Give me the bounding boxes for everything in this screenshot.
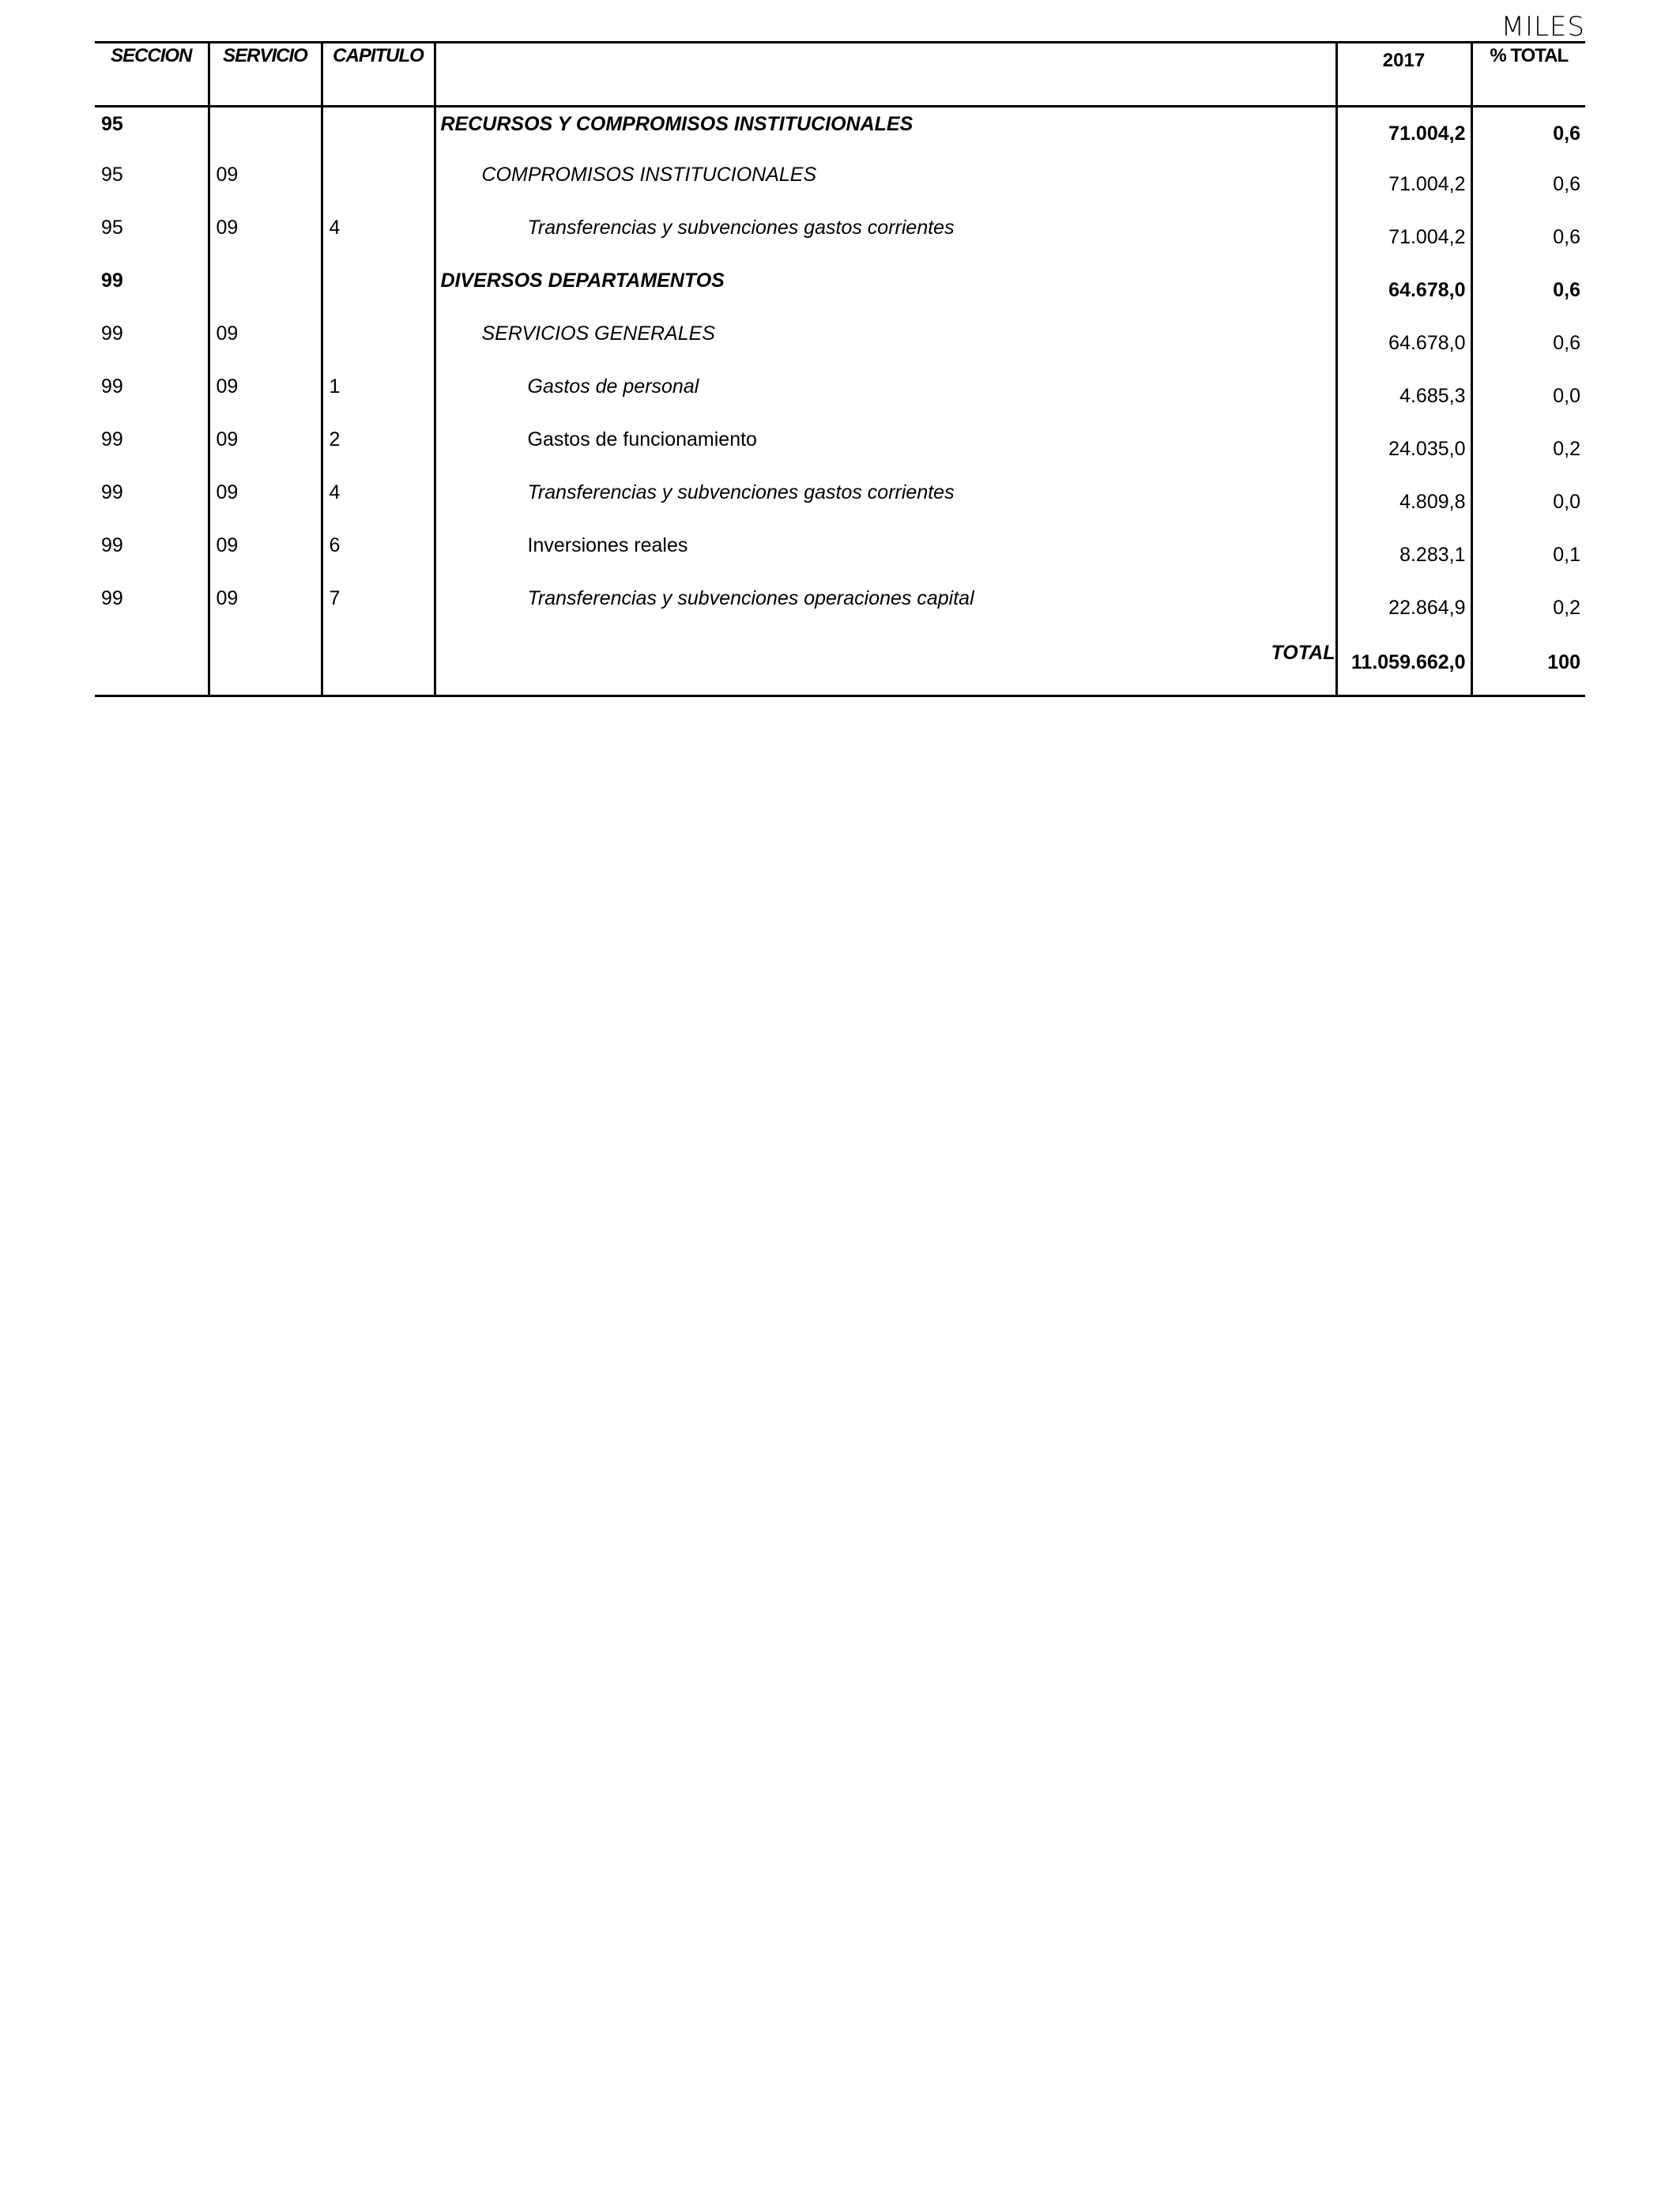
seccion-code: 95 [101,216,123,239]
header-pct-total: % TOTAL [1471,43,1585,107]
servicio-code: 09 [216,375,239,398]
row-amount: 71.004,2 [1388,172,1466,195]
cell-servicio [209,530,322,583]
cell-capitulo [322,213,435,266]
cell-capitulo [322,424,435,477]
cell-description [435,213,1336,266]
cell-total-label [435,636,1336,696]
cell-amount [1336,477,1471,530]
capitulo-code: 4 [329,481,341,503]
row-description: Transferencias y subvenciones gastos corrientes [527,216,955,239]
cell-amount [1336,266,1471,319]
row-amount: 4.809,8 [1399,490,1466,513]
cell-total-amount [1336,636,1471,696]
cell-description [435,319,1336,371]
capitulo-code: 6 [329,533,341,556]
table-row [95,266,1585,319]
cell-description [435,530,1336,583]
row-pct: 0,0 [1553,490,1580,513]
cell-capitulo [322,636,435,696]
row-amount: 71.004,2 [1388,123,1466,145]
cell-capitulo [322,107,435,160]
row-description: COMPROMISOS INSTITUCIONALES [481,163,817,186]
cell-capitulo [322,319,435,371]
cell-seccion [95,213,209,266]
cell-seccion [95,477,209,530]
row-description: Gastos de personal [527,375,699,398]
row-description: Transferencias y subvenciones operaciones capital [527,586,974,609]
cell-amount [1336,530,1471,583]
capitulo-code: 2 [329,428,341,450]
header-seccion: SECCION [95,43,209,107]
cell-seccion [95,371,209,424]
table-body [95,107,1585,696]
row-pct: 0,0 [1553,384,1580,407]
seccion-code: 99 [101,533,123,556]
cell-servicio [209,477,322,530]
cell-description [435,160,1336,213]
row-pct: 0,6 [1553,331,1580,354]
cell-amount [1336,160,1471,213]
row-amount: 8.283,1 [1399,543,1466,566]
capitulo-code: 4 [329,216,341,239]
cell-pct [1471,424,1585,477]
cell-amount [1336,424,1471,477]
capitulo-code: 7 [329,586,341,609]
cell-servicio [209,583,322,636]
seccion-code: 95 [101,113,123,135]
row-pct: 0,2 [1553,437,1580,460]
cell-servicio [209,371,322,424]
row-pct: 0,2 [1553,596,1580,619]
cell-servicio [209,424,322,477]
cell-capitulo [322,266,435,319]
cell-capitulo [322,371,435,424]
servicio-code: 09 [216,533,239,556]
budget-table [95,41,1585,697]
cell-description [435,371,1336,424]
cell-description [435,583,1336,636]
cell-amount [1336,107,1471,160]
table-row [95,319,1585,371]
row-pct: 0,6 [1553,172,1580,195]
cell-amount [1336,371,1471,424]
servicio-code: 09 [216,586,239,609]
servicio-code: 09 [216,481,239,503]
cell-seccion [95,107,209,160]
row-amount: 64.678,0 [1388,278,1466,301]
cell-seccion [95,424,209,477]
total-pct: 100 [1547,650,1580,673]
total-amount: 11.059.662,0 [1350,650,1466,673]
table-row [95,371,1585,424]
cell-pct [1471,477,1585,530]
cell-pct [1471,107,1585,160]
row-amount: 4.685,3 [1399,384,1466,407]
cell-description [435,424,1336,477]
cell-amount [1336,213,1471,266]
cell-amount [1336,583,1471,636]
seccion-code: 95 [101,163,123,186]
cell-servicio [209,107,322,160]
table-row [95,477,1585,530]
row-pct: 0,6 [1553,123,1580,145]
cell-servicio [209,266,322,319]
row-amount: 64.678,0 [1388,331,1466,354]
seccion-code: 99 [101,586,123,609]
seccion-code: 99 [101,269,123,292]
cell-description [435,477,1336,530]
capitulo-code: 1 [329,375,341,398]
header-capitulo: CAPITULO [322,43,435,107]
cell-pct [1471,583,1585,636]
header-servicio: SERVICIO [209,43,322,107]
unit-label: MILES [1501,11,1585,43]
cell-seccion [95,160,209,213]
row-description: SERVICIOS GENERALES [481,322,715,345]
cell-pct [1471,371,1585,424]
cell-capitulo [322,160,435,213]
row-pct: 0,6 [1553,225,1580,248]
cell-seccion [95,583,209,636]
seccion-code: 99 [101,322,123,345]
seccion-code: 99 [101,375,123,398]
cell-seccion [95,636,209,696]
servicio-code: 09 [216,428,239,450]
cell-pct [1471,266,1585,319]
cell-description [435,107,1336,160]
row-amount: 24.035,0 [1388,437,1466,460]
table-row [95,107,1585,160]
cell-capitulo [322,530,435,583]
table-row [95,583,1585,636]
cell-pct [1471,160,1585,213]
table-row [95,530,1585,583]
table-header-row [95,43,1585,107]
row-pct: 0,6 [1553,278,1580,301]
cell-servicio [209,213,322,266]
cell-pct [1471,530,1585,583]
table-row [95,160,1585,213]
total-row [95,636,1585,696]
table-row [95,424,1585,477]
servicio-code: 09 [216,163,239,186]
servicio-code: 09 [216,322,239,345]
cell-total-pct [1471,636,1585,696]
servicio-code: 09 [216,216,239,239]
cell-capitulo [322,477,435,530]
row-description: Inversiones reales [527,533,688,556]
cell-pct [1471,213,1585,266]
seccion-code: 99 [101,428,123,450]
table-row [95,213,1585,266]
cell-pct [1471,319,1585,371]
cell-capitulo [322,583,435,636]
cell-seccion [95,319,209,371]
cell-seccion [95,266,209,319]
cell-description [435,266,1336,319]
row-description: RECURSOS Y COMPROMISOS INSTITUCIONALES [440,113,913,135]
cell-amount [1336,319,1471,371]
row-description: DIVERSOS DEPARTAMENTOS [440,269,725,292]
row-description: Gastos de funcionamiento [527,428,757,450]
row-description: Transferencias y subvenciones gastos corrientes [527,481,955,503]
header-year: 2017 [1336,43,1471,107]
seccion-code: 99 [101,481,123,503]
cell-servicio [209,319,322,371]
row-pct: 0,1 [1553,543,1580,566]
row-amount: 22.864,9 [1388,596,1466,619]
header-description [435,43,1336,107]
total-label: TOTAL [1271,641,1335,664]
row-amount: 71.004,2 [1388,225,1466,248]
cell-servicio [209,636,322,696]
cell-seccion [95,530,209,583]
cell-servicio [209,160,322,213]
